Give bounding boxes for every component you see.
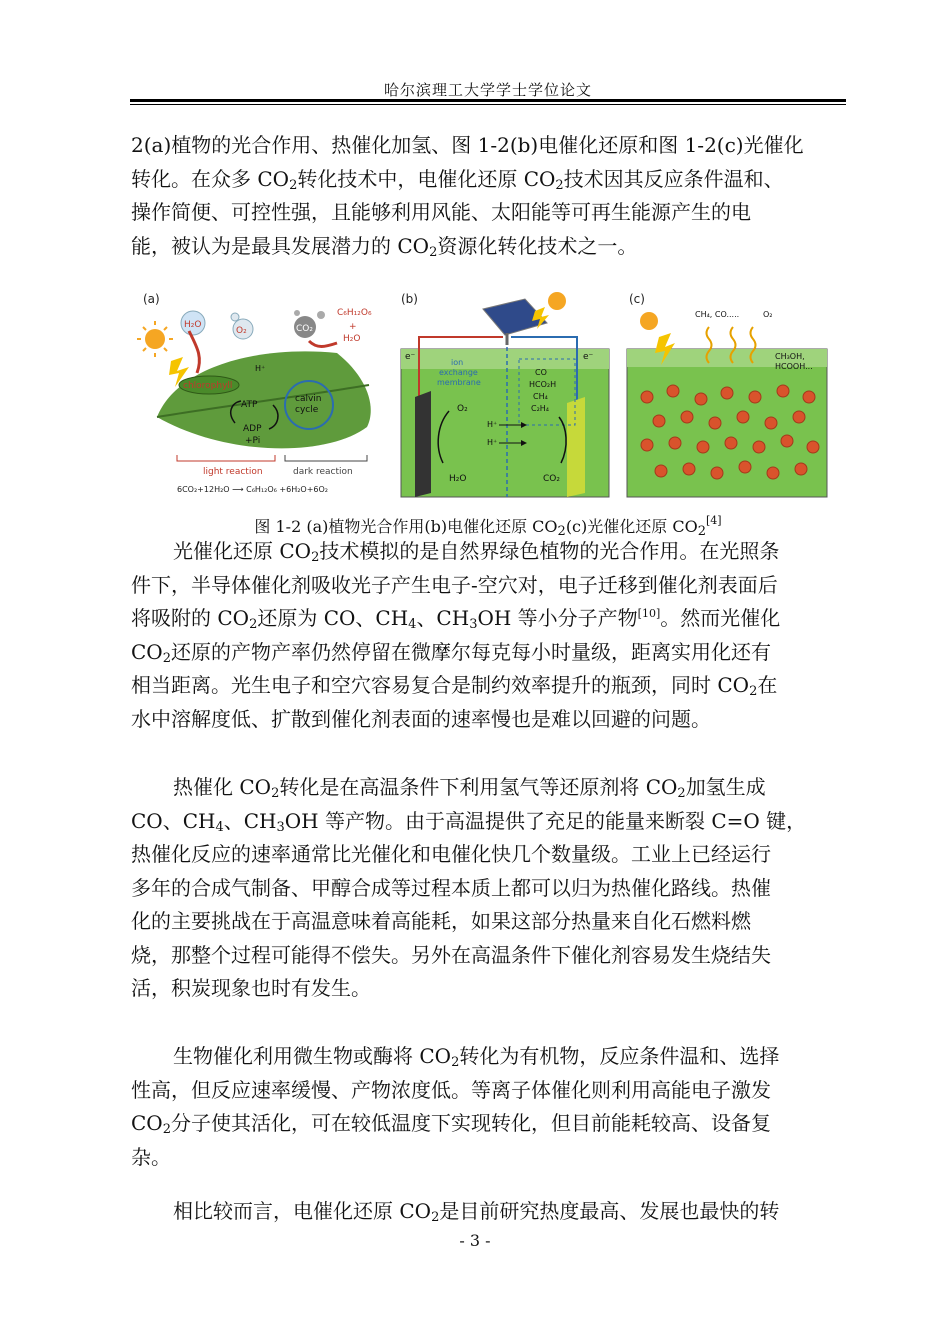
text-line: 光催化还原 $CO_2$技术模拟的是自然界绿色植物的光合作用。在光照条 [173, 539, 780, 565]
page-number: - 3 - [459, 1231, 491, 1250]
figure-caption: 图 1-2 (a)植物光合作用(b)电催化还原 $CO_2(c)$光催化还原 $CO_2[4]$ [254, 514, 722, 539]
text-line: 能，被认为是最具发展潜力的 $CO_2$资源化转化技术之一。 [131, 233, 638, 260]
svg-text:dark reaction: dark reaction [293, 467, 353, 477]
svg-text:membrane: membrane [437, 378, 481, 387]
svg-text:ADP: ADP [243, 424, 262, 434]
svg-text:calvin: calvin [295, 394, 322, 404]
svg-text:C₂H₄: C₂H₄ [531, 404, 550, 413]
text-line: 热催化反应的速率通常比光催化和电催化快几个数量级。工业上已经运行 [131, 842, 771, 866]
svg-text:6CO₂+12H₂O ⟶ C₆H₁₂O₆ +6H₂O+6O₂: 6CO₂+12H₂O ⟶ C₆H₁₂O₆ +6H₂O+6O₂ [177, 485, 329, 494]
citation: [10] [637, 607, 661, 620]
svg-text:+: + [349, 322, 357, 332]
text-line: 热催化 $CO_2$转化是在高温条件下利用氢气等还原剂将 $CO_2$加氢生成 [173, 775, 766, 801]
svg-text:H₂O: H₂O [343, 334, 361, 344]
text-line: 2(a)植物的光合作用、热催化加氢、图 1-2(b)电催化还原和图 1-2(c)光催化 [131, 133, 804, 157]
svg-text:ATP: ATP [241, 400, 258, 410]
text-line: 件下，半导体催化剂吸收光子产生电子-空穴对，电子迁移到催化剂表面后 [131, 572, 778, 597]
svg-text:H⁺: H⁺ [487, 420, 498, 429]
svg-text:H₂O: H₂O [184, 320, 202, 330]
svg-text:e⁻: e⁻ [583, 352, 594, 362]
svg-text:e⁻: e⁻ [405, 352, 416, 362]
text-line: $CO_2$分子使其活化，可在较低温度下实现转化，但目前能耗较高、设备复 [131, 1111, 771, 1137]
text-line: 相当距离。光生电子和空穴容易复合是制约效率提升的瓶颈，同时 $CO_2$在 [131, 673, 778, 699]
sun-icon [145, 329, 165, 349]
paragraph-2 [131, 535, 845, 736]
svg-text:+Pi: +Pi [245, 436, 261, 446]
svg-text:CO: CO [535, 368, 547, 377]
text-line: 水中溶解度低、扩散到催化剂表面的速率慢也是难以回避的问题。 [131, 706, 711, 731]
svg-text:exchange: exchange [439, 368, 478, 377]
svg-text:CO₂: CO₂ [296, 324, 313, 334]
text-line: 活，积炭现象也时有发生。 [131, 976, 371, 1000]
svg-text:H⁺: H⁺ [487, 438, 498, 447]
svg-text:H₂O: H₂O [449, 474, 467, 484]
panel-label: (b) [401, 292, 418, 306]
text-line: 生物催化利用微生物或酶将 $CO_2$转化为有机物，反应条件温和、选择 [173, 1044, 780, 1070]
svg-text:O₂: O₂ [763, 310, 773, 319]
paragraph-5 [131, 1195, 845, 1229]
sun-icon [640, 312, 658, 330]
svg-text:H⁺: H⁺ [255, 364, 266, 373]
header-rule-thick [130, 99, 846, 102]
panel-label: (a) [143, 292, 160, 306]
svg-text:chlorophyll: chlorophyll [183, 381, 233, 391]
text-line: 性高，但反应速率缓慢、产物浓度低。等离子体催化则利用高能电子激发 [131, 1077, 771, 1102]
panel-a-photosynthesis [137, 287, 387, 499]
svg-text:cycle: cycle [295, 405, 319, 415]
paragraph-4 [131, 1040, 845, 1174]
running-header: 哈尔滨理工大学学士学位论文 [383, 81, 592, 99]
panel-c-photocatalysis [623, 287, 831, 499]
text-line: 杂。 [131, 1144, 171, 1169]
cathode-electrode [567, 397, 585, 497]
text-line: 转化。在众多 $CO_2$转化技术中，电催化还原 $CO_2$技术因其反应条件温和、 [131, 166, 784, 193]
text-line: 多年的合成气制备、甲醇合成等过程本质上都可以归为热催化路线。热催 [131, 875, 771, 900]
svg-text:CH₄, CO.....: CH₄, CO..... [695, 310, 740, 319]
svg-text:CO₂: CO₂ [543, 474, 560, 484]
svg-text:light reaction: light reaction [203, 467, 263, 477]
svg-text:O₂: O₂ [457, 404, 468, 414]
text-line: 操作简便、可控性强，且能够利用风能、太阳能等可再生能源产生的电 [131, 200, 751, 224]
svg-text:O₂: O₂ [236, 326, 247, 336]
text-line: CO、$CH_4$、$CH_3OH$ 等产物。由于高温提供了充足的能量来断裂 C=O 键， [131, 808, 807, 835]
svg-text:C₆H₁₂O₆: C₆H₁₂O₆ [337, 308, 372, 318]
text-line: 化的主要挑战在于高温意味着高能耗，如果这部分热量来自化石燃料燃 [131, 909, 751, 933]
svg-text:CH₄: CH₄ [533, 392, 548, 401]
figure-1-2 [137, 287, 831, 499]
text-line: $CO_2$还原的产物产率仍然停留在微摩尔每克每小时量级，距离实用化还有 [131, 639, 771, 666]
text-line: 烧，那整个过程可能得不偿失。另外在高温条件下催化剂容易发生烧结失 [131, 942, 771, 967]
sun-icon [548, 292, 566, 310]
header-rule-thin [130, 104, 846, 105]
paragraph-3 [131, 771, 845, 1006]
svg-text:CH₃OH,: CH₃OH, [775, 352, 805, 361]
panel-b-electrocatalysis [395, 287, 615, 499]
svg-text:ion: ion [451, 358, 464, 367]
anode-electrode [415, 391, 431, 497]
text-line: 将吸附的 $CO_2$还原为 CO、$CH_4$、$CH_3OH$ 等小分子产物[10]。然而光催化 [131, 606, 781, 632]
paragraph-1 [131, 129, 845, 263]
svg-text:HCO₂H: HCO₂H [529, 380, 557, 389]
svg-text:HCOOH...: HCOOH... [775, 362, 813, 371]
panel-label: (c) [629, 292, 645, 306]
text-line: 相比较而言，电催化还原 $CO_2$是目前研究热度最高、发展也最快的转 [173, 1199, 780, 1225]
